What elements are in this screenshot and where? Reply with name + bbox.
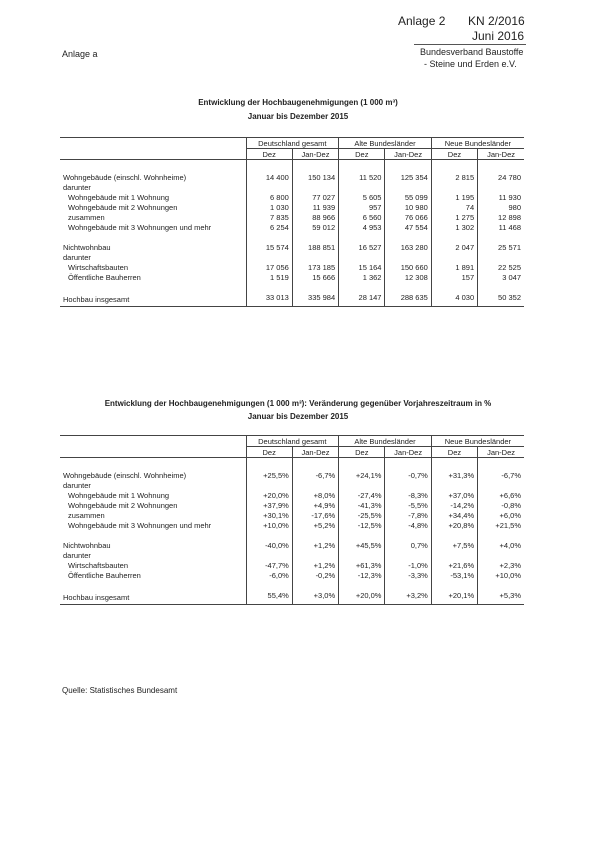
- table2-row-label: darunter: [63, 480, 91, 490]
- table2-row-label: Wohngebäude (einschl. Wohnheime): [63, 470, 187, 480]
- table1-cell: 4 953: [339, 222, 385, 232]
- table1-cell: [339, 182, 385, 192]
- table2-cell: -5,5%: [385, 500, 431, 510]
- table1-row-label: [60, 232, 246, 242]
- table1-cell: [385, 252, 431, 262]
- table2-cell: +37,9%: [246, 500, 292, 510]
- table1-cell: 24 780: [478, 160, 524, 183]
- table1-row-label: Wohngebäude (einschl. Wohnheime): [63, 172, 187, 182]
- table1-cell: 150 660: [385, 262, 431, 272]
- table1-row: [60, 182, 524, 192]
- header-rule: [414, 44, 526, 45]
- table2-cell: +20,0%: [339, 590, 385, 605]
- table1-title: Entwicklung der Hochbaugenehmigungen (1 000 m³): [198, 98, 398, 107]
- table2-title: Entwicklung der Hochbaugenehmigungen (1 000 m³): Veränderung gegenüber Vorjahreszeitraum in %: [104, 399, 492, 408]
- table2-cell: [339, 550, 385, 560]
- table2-cell: -47,7%: [246, 560, 292, 570]
- table1-cell: 14 400: [246, 160, 292, 183]
- table2-subtitle: Januar bis Dezember 2015: [247, 412, 349, 421]
- table1-row-label: darunter: [63, 182, 91, 192]
- table1-row-label: darunter: [63, 252, 91, 262]
- table1-cell: [339, 252, 385, 262]
- table1-row-label: Wirtschaftsbauten: [68, 262, 129, 272]
- table1-header-corner: [60, 149, 246, 160]
- table2-row-label: Nichtwohnbau: [63, 540, 111, 550]
- table2-column-header: Dez: [339, 447, 385, 458]
- table2-cell: -8,3%: [385, 490, 431, 500]
- table2-cell: +10,0%: [246, 520, 292, 530]
- table2-cell: [292, 580, 338, 590]
- table2-row-label: Wohngebäude mit 3 Wohnungen und mehr: [68, 520, 212, 530]
- table2-cell: +20,8%: [431, 520, 477, 530]
- table1-row: [60, 272, 524, 282]
- table2-cell: -27,4%: [339, 490, 385, 500]
- table1-row: [60, 252, 524, 262]
- table2-cell: +45,5%: [339, 540, 385, 550]
- table2-cell: -6,0%: [246, 570, 292, 580]
- table1-cell: [246, 232, 292, 242]
- table1-cell: 2 815: [431, 160, 477, 183]
- table1-cell: 76 066: [385, 212, 431, 222]
- table2-group-header: Deutschland gesamt: [246, 436, 339, 447]
- table2-cell: 0,7%: [385, 540, 431, 550]
- table2-cell: -25,5%: [339, 510, 385, 520]
- table1-cell: 12 898: [478, 212, 524, 222]
- table1-row: [60, 262, 524, 272]
- annex-a-label: Anlage a: [62, 49, 98, 59]
- table1-row-label: Wohngebäude mit 3 Wohnungen und mehr: [68, 222, 212, 232]
- table2-cell: +8,0%: [292, 490, 338, 500]
- table1-cell: 22 525: [478, 262, 524, 272]
- table1-column-header: Jan-Dez: [478, 149, 524, 160]
- table2-cell: +37,0%: [431, 490, 477, 500]
- table1-cell: 125 354: [385, 160, 431, 183]
- table1-cell: 6 560: [339, 212, 385, 222]
- table1-cell: 33 013: [246, 292, 292, 307]
- table1-cell: [292, 182, 338, 192]
- table2-cell: +30,1%: [246, 510, 292, 520]
- table1-cell: 150 134: [292, 160, 338, 183]
- table1-cell: 335 984: [292, 292, 338, 307]
- table1-cell: 12 308: [385, 272, 431, 282]
- table1-cell: 1 030: [246, 202, 292, 212]
- table1-cell: 3 047: [478, 272, 524, 282]
- table2-row: [60, 480, 524, 490]
- table1-header-corner: [60, 138, 246, 149]
- annex-label: Anlage 2: [398, 14, 446, 28]
- table2-cell: +3,2%: [385, 590, 431, 605]
- table1-cell: 173 185: [292, 262, 338, 272]
- table2-cell: [431, 580, 477, 590]
- table2-cell: [246, 480, 292, 490]
- table1-cell: 55 099: [385, 192, 431, 202]
- table2-cell: +20,0%: [246, 490, 292, 500]
- table1-cell: 10 980: [385, 202, 431, 212]
- table1-cell: [431, 252, 477, 262]
- table1-cell: 5 605: [339, 192, 385, 202]
- table1-column-header-row: [60, 149, 524, 160]
- table2-cell: [431, 480, 477, 490]
- table1-cell: 957: [339, 202, 385, 212]
- table1-cell: [292, 252, 338, 262]
- table1-cell: 11 468: [478, 222, 524, 232]
- table2-cell: [431, 530, 477, 540]
- table1-cell: 6 254: [246, 222, 292, 232]
- report-date: Juni 2016: [472, 29, 525, 43]
- table1-cell: 28 147: [339, 292, 385, 307]
- table2-cell: -17,6%: [292, 510, 338, 520]
- table1-cell: [385, 232, 431, 242]
- table2-cell: +5,3%: [478, 590, 524, 605]
- table1-cell: 16 527: [339, 242, 385, 252]
- table1-cell: [478, 252, 524, 262]
- table2-cell: -41,3%: [339, 500, 385, 510]
- table2-row: [60, 530, 524, 540]
- table2-row: [60, 458, 524, 481]
- table1-row: [60, 202, 524, 212]
- table1-row: [60, 160, 524, 183]
- table2-cell: +31,3%: [431, 458, 477, 481]
- table2-row-label: [60, 530, 246, 540]
- table2-row: [60, 550, 524, 560]
- table1-group-header-row: [60, 138, 524, 149]
- table1: [60, 137, 524, 307]
- table1-cell: 74: [431, 202, 477, 212]
- table1-cell: [385, 282, 431, 292]
- table1-cell: 11 930: [478, 192, 524, 202]
- table2-column-header-row: [60, 447, 524, 458]
- table2-cell: [246, 580, 292, 590]
- table1-cell: 163 280: [385, 242, 431, 252]
- table2-cell: +6,6%: [478, 490, 524, 500]
- table2-cell: [246, 550, 292, 560]
- table1-column-header: Dez: [431, 149, 477, 160]
- table2-cell: +6,0%: [478, 510, 524, 520]
- table2-cell: -3,3%: [385, 570, 431, 580]
- table2-cell: -53,1%: [431, 570, 477, 580]
- table2-cell: -0,7%: [385, 458, 431, 481]
- table1-cell: 1 519: [246, 272, 292, 282]
- table1-cell: 980: [478, 202, 524, 212]
- table2-cell: -14,2%: [431, 500, 477, 510]
- table1-cell: 288 635: [385, 292, 431, 307]
- table2-cell: +21,6%: [431, 560, 477, 570]
- table1-cell: 4 030: [431, 292, 477, 307]
- table2-header-corner: [60, 436, 246, 447]
- table2-cell: -6,7%: [478, 458, 524, 481]
- table1-cell: 88 966: [292, 212, 338, 222]
- table2-column-header: Dez: [246, 447, 292, 458]
- table2-cell: [478, 550, 524, 560]
- table2-row-label: Wohngebäude mit 1 Wohnung: [68, 490, 170, 500]
- table1-cell: 1 362: [339, 272, 385, 282]
- table2-row: [60, 490, 524, 500]
- table2-cell: -12,3%: [339, 570, 385, 580]
- table2-cell: [385, 480, 431, 490]
- table1-row: [60, 192, 524, 202]
- table2-row: [60, 520, 524, 530]
- table1-cell: [431, 182, 477, 192]
- table1-cell: 1 891: [431, 262, 477, 272]
- table2-cell: [339, 480, 385, 490]
- table2-row-label: [60, 580, 246, 590]
- table1-cell: 1 302: [431, 222, 477, 232]
- table1-row-label: zusammen: [68, 212, 105, 222]
- table2-row-label: darunter: [63, 550, 91, 560]
- table2-cell: +7,5%: [431, 540, 477, 550]
- table1-cell: [292, 282, 338, 292]
- table1-column-header: Jan-Dez: [385, 149, 431, 160]
- table2-cell: -40,0%: [246, 540, 292, 550]
- table1-cell: 15 164: [339, 262, 385, 272]
- table1-row: [60, 242, 524, 252]
- table2-cell: -0,8%: [478, 500, 524, 510]
- table1-subtitle: Januar bis Dezember 2015: [247, 112, 349, 121]
- table1-cell: 2 047: [431, 242, 477, 252]
- table2-row: [60, 590, 524, 605]
- table1-cell: 15 666: [292, 272, 338, 282]
- table1-row: [60, 232, 524, 242]
- table2-group-header: Alte Bundesländer: [339, 436, 432, 447]
- table1-row-label: Hochbau insgesamt: [60, 292, 246, 307]
- table2-cell: +34,4%: [431, 510, 477, 520]
- report-number: KN 2/2016: [468, 14, 525, 28]
- table1-cell: 1 275: [431, 212, 477, 222]
- source-note: Quelle: Statistisches Bundesamt: [62, 686, 178, 695]
- table2-row-label: Öffentliche Bauherren: [68, 570, 141, 580]
- table2-cell: [478, 480, 524, 490]
- table2-cell: -4,8%: [385, 520, 431, 530]
- table2-cell: +3,0%: [292, 590, 338, 605]
- table1-cell: 7 835: [246, 212, 292, 222]
- table2-cell: +21,5%: [478, 520, 524, 530]
- table1-group-header: Deutschland gesamt: [246, 138, 339, 149]
- table2-cell: +5,2%: [292, 520, 338, 530]
- table1-cell: [478, 282, 524, 292]
- table1-group-header: Alte Bundesländer: [339, 138, 432, 149]
- table2-cell: [385, 580, 431, 590]
- table1-cell: 6 800: [246, 192, 292, 202]
- table1-cell: 50 352: [478, 292, 524, 307]
- table2-column-header: Jan-Dez: [292, 447, 338, 458]
- table2-cell: -6,7%: [292, 458, 338, 481]
- table2-cell: +1,2%: [292, 560, 338, 570]
- table1-cell: [339, 232, 385, 242]
- table1-column-header: Dez: [246, 149, 292, 160]
- table2-cell: [478, 530, 524, 540]
- table2-column-header: Jan-Dez: [385, 447, 431, 458]
- table1-cell: 25 571: [478, 242, 524, 252]
- table1-cell: 1 195: [431, 192, 477, 202]
- table2-cell: +4,0%: [478, 540, 524, 550]
- table1-cell: [246, 282, 292, 292]
- table2-cell: [246, 530, 292, 540]
- table2-cell: [385, 530, 431, 540]
- table2-row: [60, 540, 524, 550]
- table2-row: [60, 560, 524, 570]
- table2-group-header: Neue Bundesländer: [431, 436, 524, 447]
- table2-cell: [431, 550, 477, 560]
- table1-cell: [431, 232, 477, 242]
- table1-body: [60, 160, 524, 307]
- table2: [60, 435, 524, 605]
- table1-cell: 17 056: [246, 262, 292, 272]
- table2-cell: +1,2%: [292, 540, 338, 550]
- table1-row: [60, 282, 524, 292]
- table2-row-label: Hochbau insgesamt: [60, 590, 246, 605]
- table1-cell: [385, 182, 431, 192]
- org-name-line2: - Steine und Erden e.V.: [424, 59, 517, 69]
- table1-cell: 59 012: [292, 222, 338, 232]
- table2-cell: +2,3%: [478, 560, 524, 570]
- table1-cell: [246, 182, 292, 192]
- table1-row: [60, 222, 524, 232]
- table2-row-label: Wohngebäude mit 2 Wohnungen: [68, 500, 178, 510]
- table2-row-label: zusammen: [68, 510, 105, 520]
- table1-cell: [478, 232, 524, 242]
- table1-cell: [478, 182, 524, 192]
- org-name-line1: Bundesverband Baustoffe: [420, 47, 524, 57]
- table2-cell: [339, 580, 385, 590]
- table1-cell: 77 027: [292, 192, 338, 202]
- table2-group-header-row: [60, 436, 524, 447]
- table1-cell: 157: [431, 272, 477, 282]
- table2-cell: +10,0%: [478, 570, 524, 580]
- table1-cell: [246, 252, 292, 262]
- table1-cell: 11 939: [292, 202, 338, 212]
- table2-cell: [339, 530, 385, 540]
- table1-cell: [431, 282, 477, 292]
- table2-row: [60, 580, 524, 590]
- table2-row: [60, 510, 524, 520]
- table2-header-corner: [60, 447, 246, 458]
- table1-row-label: Wohngebäude mit 2 Wohnungen: [68, 202, 178, 212]
- table1-row-label: Öffentliche Bauherren: [68, 272, 141, 282]
- table1-cell: [292, 232, 338, 242]
- table2-cell: +20,1%: [431, 590, 477, 605]
- table2-row: [60, 500, 524, 510]
- table2-body: [60, 458, 524, 605]
- table2-column-header: Jan-Dez: [478, 447, 524, 458]
- table1-cell: 15 574: [246, 242, 292, 252]
- table1-row-label: Nichtwohnbau: [63, 242, 111, 252]
- table1-cell: [339, 282, 385, 292]
- table1-column-header: Jan-Dez: [292, 149, 338, 160]
- table2-cell: +25,5%: [246, 458, 292, 481]
- table1-cell: 188 851: [292, 242, 338, 252]
- table2-cell: +4,9%: [292, 500, 338, 510]
- table2-cell: [478, 580, 524, 590]
- table2-cell: -1,0%: [385, 560, 431, 570]
- table2-cell: 55,4%: [246, 590, 292, 605]
- table2-row: [60, 570, 524, 580]
- table1-column-header: Dez: [339, 149, 385, 160]
- table1-row-label: [60, 282, 246, 292]
- table2-cell: [292, 480, 338, 490]
- table2-row-label: Wirtschaftsbauten: [68, 560, 129, 570]
- table1-row-label: Wohngebäude mit 1 Wohnung: [68, 192, 170, 202]
- table1-cell: 47 554: [385, 222, 431, 232]
- table1-cell: 11 520: [339, 160, 385, 183]
- table2-cell: [292, 530, 338, 540]
- table2-cell: +61,3%: [339, 560, 385, 570]
- table2-cell: -7,8%: [385, 510, 431, 520]
- table2-column-header: Dez: [431, 447, 477, 458]
- table1-row: [60, 292, 524, 307]
- table2-cell: -12,5%: [339, 520, 385, 530]
- table2-cell: -0,2%: [292, 570, 338, 580]
- table1-row: [60, 212, 524, 222]
- table2-cell: [292, 550, 338, 560]
- table1-group-header: Neue Bundesländer: [431, 138, 524, 149]
- table2-cell: +24,1%: [339, 458, 385, 481]
- table2-cell: [385, 550, 431, 560]
